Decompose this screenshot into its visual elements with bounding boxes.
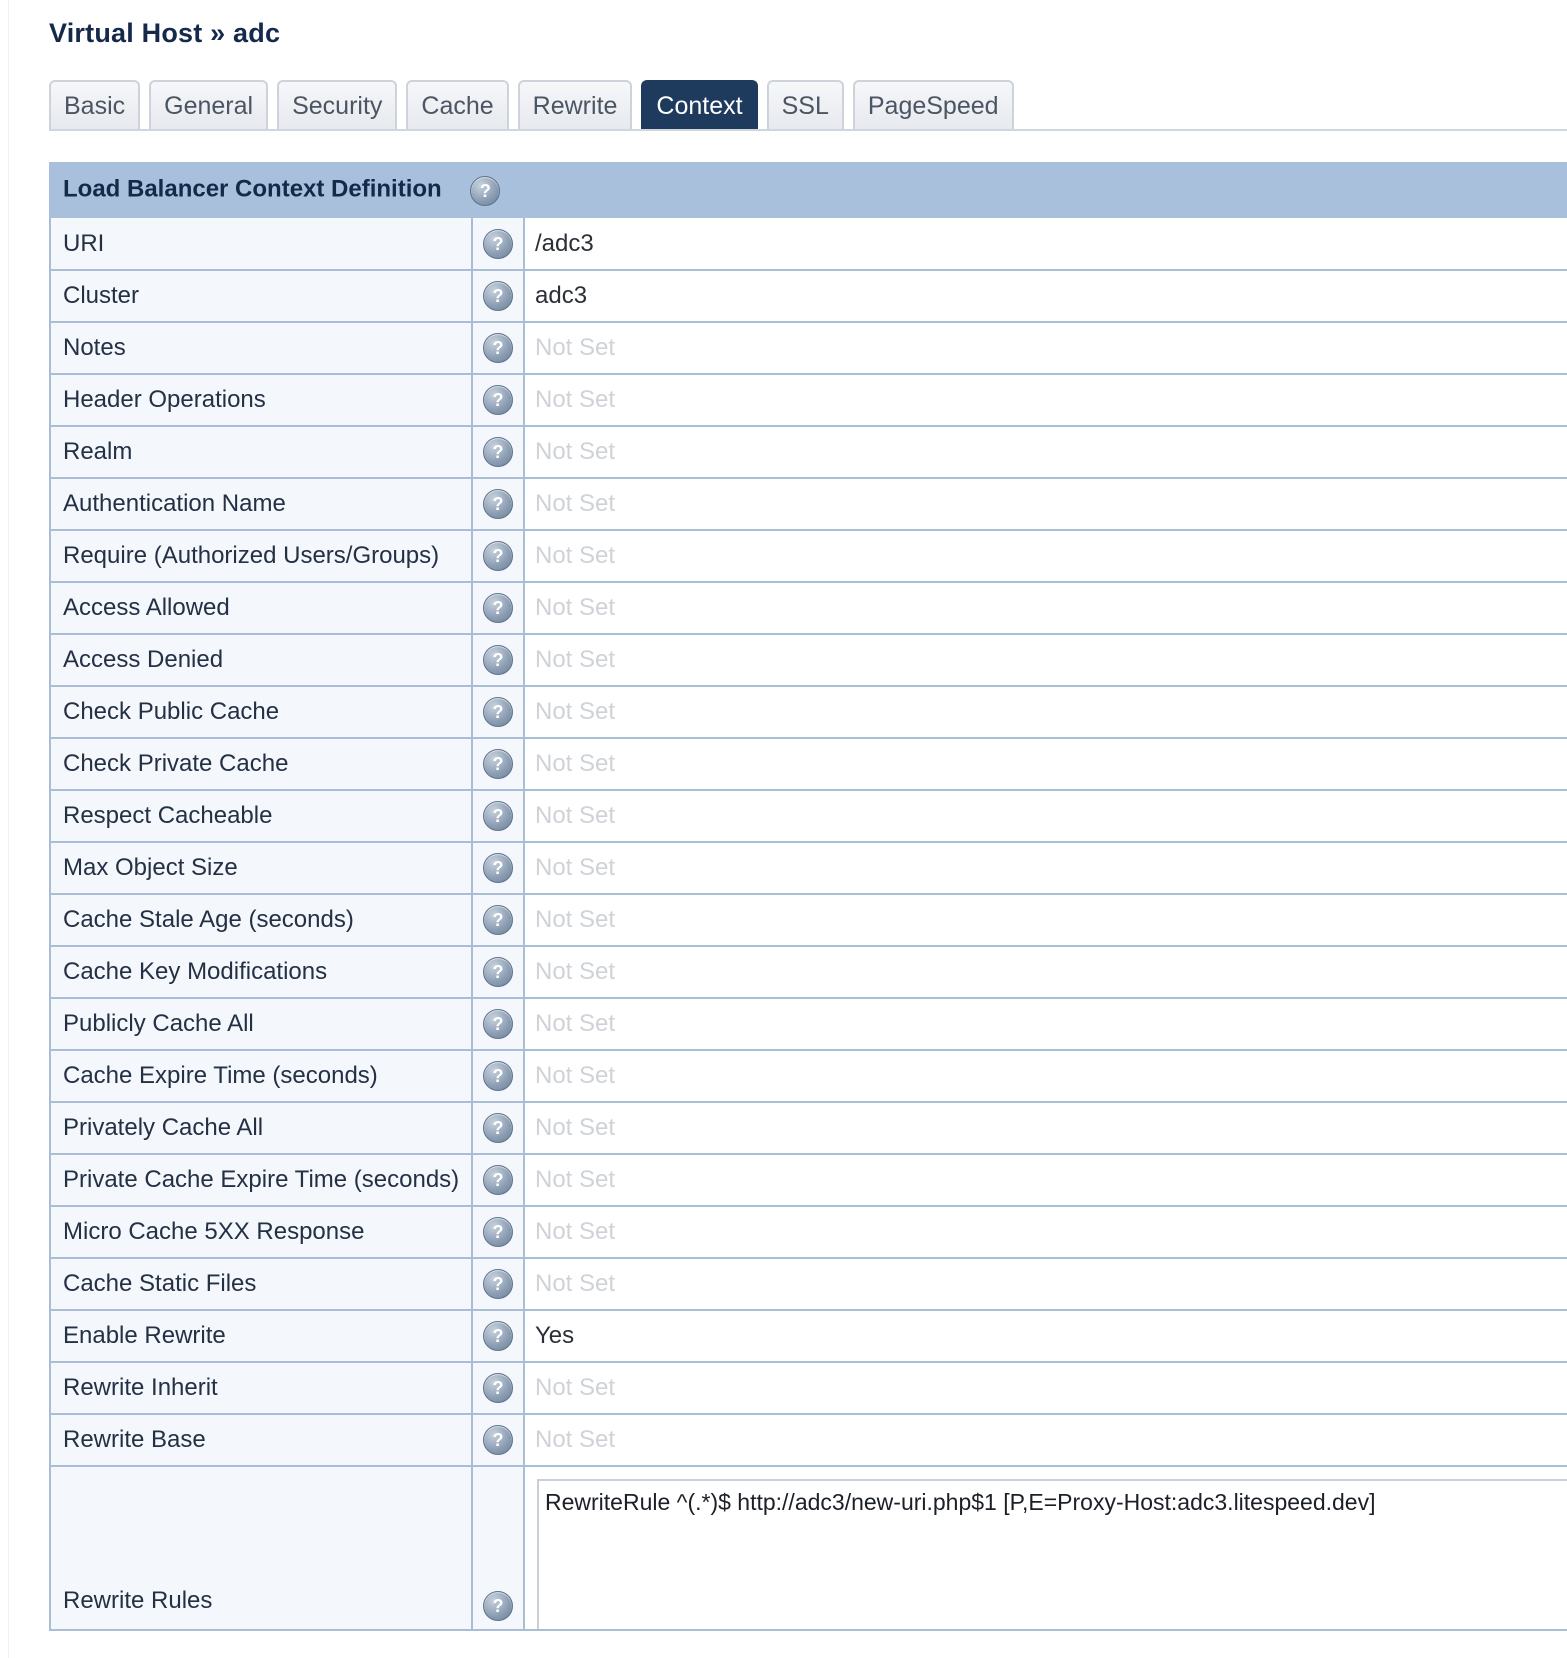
row-rewrite-inherit — [50, 1362, 1567, 1414]
help-icon[interactable]: ? — [483, 593, 513, 623]
field-label: Header Operations — [50, 374, 472, 426]
row-cache-key-modifications — [50, 946, 1567, 998]
rewrite-rules-text: RewriteRule ^(.*)$ http://adc3/new-uri.php$1 [P,E=Proxy-Host:adc3.litespeed.dev] — [537, 1479, 1567, 1629]
help-icon[interactable]: ? — [483, 1165, 513, 1195]
row-rewrite-rules — [50, 1466, 1567, 1630]
row-uri — [50, 218, 1567, 270]
row-access-denied — [50, 634, 1567, 686]
field-value: Not Set — [524, 842, 1567, 894]
help-icon[interactable]: ? — [483, 645, 513, 675]
help-cell — [472, 1206, 524, 1258]
field-label: Enable Rewrite — [50, 1310, 472, 1362]
field-label: Cache Expire Time (seconds) — [50, 1050, 472, 1102]
field-label: Check Private Cache — [50, 738, 472, 790]
tab-general[interactable]: General — [149, 80, 268, 130]
help-icon[interactable]: ? — [483, 853, 513, 883]
field-value: Not Set — [524, 582, 1567, 634]
field-value: Not Set — [524, 1050, 1567, 1102]
row-access-allowed — [50, 582, 1567, 634]
field-label: Rewrite Inherit — [50, 1362, 472, 1414]
row-check-public-cache — [50, 686, 1567, 738]
help-cell — [472, 1154, 524, 1206]
field-value: Not Set — [524, 946, 1567, 998]
help-cell — [472, 1466, 524, 1630]
row-require-authorized-users-groups — [50, 530, 1567, 582]
help-icon[interactable]: ? — [483, 1321, 513, 1351]
field-value: Not Set — [524, 374, 1567, 426]
help-icon[interactable]: ? — [483, 1217, 513, 1247]
row-check-private-cache — [50, 738, 1567, 790]
help-cell — [472, 946, 524, 998]
field-value: Not Set — [524, 894, 1567, 946]
help-cell — [472, 686, 524, 738]
field-label: Access Allowed — [50, 582, 472, 634]
help-cell — [472, 1414, 524, 1466]
tab-rewrite[interactable]: Rewrite — [518, 80, 633, 130]
field-value: Not Set — [524, 1258, 1567, 1310]
field-label: Rewrite Base — [50, 1414, 472, 1466]
help-cell — [472, 530, 524, 582]
row-cache-expire-time-seconds — [50, 1050, 1567, 1102]
field-label: Rewrite Rules — [50, 1466, 472, 1630]
help-icon[interactable]: ? — [483, 229, 513, 259]
field-value: Not Set — [524, 1414, 1567, 1466]
tab-cache[interactable]: Cache — [406, 80, 508, 130]
help-cell — [472, 270, 524, 322]
field-value: Yes — [524, 1310, 1567, 1362]
row-max-object-size — [50, 842, 1567, 894]
field-label: Authentication Name — [50, 478, 472, 530]
tab-ssl[interactable]: SSL — [767, 80, 844, 130]
help-icon[interactable]: ? — [483, 1373, 513, 1403]
help-icon[interactable]: ? — [483, 1009, 513, 1039]
field-label: Cache Key Modifications — [50, 946, 472, 998]
field-label: Check Public Cache — [50, 686, 472, 738]
field-label: Notes — [50, 322, 472, 374]
help-cell — [472, 1050, 524, 1102]
help-cell — [472, 374, 524, 426]
row-header-operations — [50, 374, 1567, 426]
help-cell — [472, 1102, 524, 1154]
field-label: Realm — [50, 426, 472, 478]
field-value: /adc3 — [524, 218, 1567, 270]
help-icon[interactable]: ? — [483, 541, 513, 571]
field-label: Require (Authorized Users/Groups) — [50, 530, 472, 582]
row-micro-cache-5xx-response — [50, 1206, 1567, 1258]
field-label: Max Object Size — [50, 842, 472, 894]
help-icon[interactable]: ? — [483, 957, 513, 987]
help-icon[interactable]: ? — [483, 1269, 513, 1299]
tab-bar — [49, 80, 1023, 130]
field-value: Not Set — [524, 322, 1567, 374]
row-rewrite-base — [50, 1414, 1567, 1466]
row-respect-cacheable — [50, 790, 1567, 842]
help-icon[interactable]: ? — [470, 176, 500, 206]
row-cluster — [50, 270, 1567, 322]
row-privately-cache-all — [50, 1102, 1567, 1154]
row-private-cache-expire-time-seconds — [50, 1154, 1567, 1206]
help-icon[interactable]: ? — [483, 1425, 513, 1455]
field-value: adc3 — [524, 270, 1567, 322]
field-value: Not Set — [524, 634, 1567, 686]
help-cell — [472, 634, 524, 686]
help-icon[interactable]: ? — [483, 1061, 513, 1091]
field-value: Not Set — [524, 1102, 1567, 1154]
field-label: Micro Cache 5XX Response — [50, 1206, 472, 1258]
help-cell — [472, 582, 524, 634]
tab-bar-divider — [49, 129, 1567, 131]
help-cell — [472, 1258, 524, 1310]
row-enable-rewrite — [50, 1310, 1567, 1362]
help-icon[interactable]: ? — [483, 385, 513, 415]
help-cell — [472, 322, 524, 374]
help-cell — [472, 842, 524, 894]
field-label: URI — [50, 218, 472, 270]
field-label: Publicly Cache All — [50, 998, 472, 1050]
help-icon[interactable]: ? — [483, 281, 513, 311]
help-cell — [472, 1362, 524, 1414]
page-title: Virtual Host » adc — [49, 18, 281, 48]
row-cache-static-files — [50, 1258, 1567, 1310]
field-value: Not Set — [524, 1154, 1567, 1206]
row-publicly-cache-all — [50, 998, 1567, 1050]
row-cache-stale-age-seconds — [50, 894, 1567, 946]
field-value: Not Set — [524, 426, 1567, 478]
field-value: Not Set — [524, 738, 1567, 790]
help-icon[interactable]: ? — [483, 697, 513, 727]
field-value: Not Set — [524, 790, 1567, 842]
field-value: Not Set — [524, 478, 1567, 530]
help-cell — [472, 998, 524, 1050]
row-realm — [50, 426, 1567, 478]
tab-context[interactable]: Context — [641, 80, 757, 130]
field-label: Cache Stale Age (seconds) — [50, 894, 472, 946]
field-label: Respect Cacheable — [50, 790, 472, 842]
context-definition-table — [49, 162, 1567, 1631]
row-notes — [50, 322, 1567, 374]
field-label: Cache Static Files — [50, 1258, 472, 1310]
field-value — [524, 1466, 1567, 1630]
field-value: Not Set — [524, 998, 1567, 1050]
help-cell — [472, 894, 524, 946]
row-authentication-name — [50, 478, 1567, 530]
help-icon[interactable]: ? — [483, 437, 513, 467]
page-left-border — [8, 0, 9, 1658]
help-icon[interactable]: ? — [483, 749, 513, 779]
field-value: Not Set — [524, 686, 1567, 738]
help-icon[interactable]: ? — [483, 905, 513, 935]
field-label: Private Cache Expire Time (seconds) — [50, 1154, 472, 1206]
field-label: Access Denied — [50, 634, 472, 686]
field-label: Privately Cache All — [50, 1102, 472, 1154]
help-icon[interactable]: ? — [483, 333, 513, 363]
help-cell — [472, 478, 524, 530]
tab-security[interactable]: Security — [277, 80, 397, 130]
section-title: Load Balancer Context Definition — [63, 175, 442, 203]
section-header — [50, 162, 1567, 218]
help-icon[interactable]: ? — [483, 1113, 513, 1143]
help-icon[interactable]: ? — [483, 801, 513, 831]
help-cell — [472, 1310, 524, 1362]
field-label: Cluster — [50, 270, 472, 322]
field-value: Not Set — [524, 530, 1567, 582]
help-cell — [472, 738, 524, 790]
help-icon[interactable]: ? — [483, 489, 513, 519]
help-cell — [472, 790, 524, 842]
tab-basic[interactable]: Basic — [49, 80, 140, 130]
field-value: Not Set — [524, 1362, 1567, 1414]
tab-pagespeed[interactable]: PageSpeed — [853, 80, 1014, 130]
help-icon[interactable]: ? — [483, 1591, 513, 1621]
help-cell — [472, 426, 524, 478]
help-cell — [472, 218, 524, 270]
field-value: Not Set — [524, 1206, 1567, 1258]
